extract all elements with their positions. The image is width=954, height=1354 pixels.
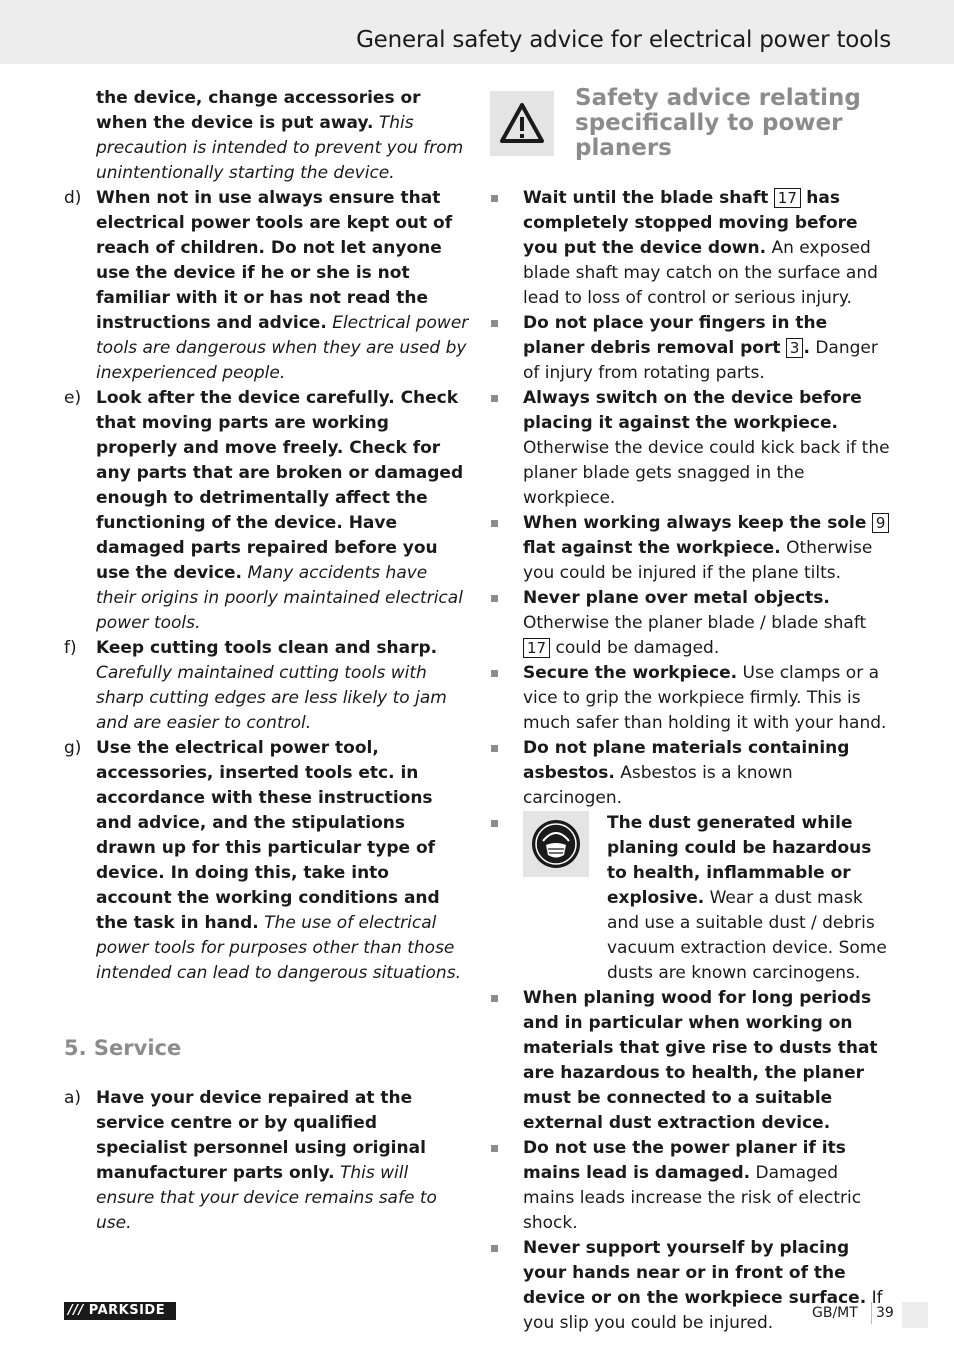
page-tab (902, 1302, 928, 1328)
dust-mask-box (523, 811, 589, 877)
bullet-bold: Do not place your fingers in the planer debris removal port (523, 313, 828, 358)
part-reference: 9 (872, 513, 890, 533)
bullet-bold: . (803, 338, 810, 358)
item-marker: g) (64, 738, 82, 758)
item-italic: Electrical power tools are dangerous when they are used by inexperienced people. (96, 313, 469, 383)
warning-box (490, 91, 554, 156)
bullet-bold: When planing wood for long periods and in particular when working on materials that give rise to dusts that are hazardous to health, the planer must be connected to a suitable external dust extraction device. (523, 988, 878, 1133)
bullet-text: Otherwise the planer blade / blade shaft (523, 613, 867, 633)
bullet-bold: Always switch on the device before placing it against the workpiece. (523, 388, 862, 433)
bullet-text: Wear a dust mask and use a suitable dust / debris vacuum extraction device. Some dusts are known carcinogens. (607, 888, 887, 983)
warning-triangle-icon (490, 91, 554, 156)
item-bold: Use the electrical power tool, accessories, inserted tools etc. in accordance with these instructions and advice, and the stipulations drawn up for this particular type of device. In doing this, take into account the working conditions and the task in hand. (96, 738, 440, 933)
bullet-text: Danger of injury from rotating parts. (523, 338, 878, 383)
logo-text: PARKSIDE (88, 1303, 166, 1318)
bullet-bold: Do not plane materials containing asbestos. (523, 738, 850, 783)
bullet-item (490, 511, 894, 586)
item-bold: When not in use always ensure that electrical power tools are kept out of reach of children. Do not let anyone use the device if he or she is not familiar with it or has not read the instructions and advice. (96, 188, 453, 333)
bullet-item (490, 736, 894, 811)
bullet-item (490, 986, 894, 1136)
item-italic: This will ensure that your device remains safe to use. (96, 1163, 437, 1233)
item-italic: This precaution is intended to prevent you from unintentionally starting the device. (96, 113, 464, 183)
bullet-item (490, 186, 894, 311)
item-marker: d) (64, 188, 82, 208)
dust-mask-icon (523, 811, 589, 877)
list-item (64, 636, 469, 736)
bullet-text: Otherwise the device could kick back if the planer blade gets snagged in the workpiece. (523, 438, 890, 508)
bullet-bold: Never support yourself by placing your hands near or in front of the device or on the workpiece surface. (523, 1238, 867, 1308)
item-italic: The use of electrical power tools for purposes other than those intended can lead to dangerous situations. (96, 913, 461, 983)
bullet-square (491, 520, 498, 527)
bullet-square (491, 1245, 498, 1252)
item-italic: Many accidents have their origins in poorly maintained electrical power tools. (96, 563, 463, 633)
bullet-text: could be damaged. (555, 638, 720, 658)
part-reference: 17 (523, 638, 550, 658)
item-bold: the device, change accessories or when the device is put away. (96, 88, 421, 133)
section-heading-planers: Safety advice relating specifically to power planers (575, 85, 861, 161)
right-column (490, 86, 894, 1336)
bullet-item (490, 1136, 894, 1236)
section-heading-service: 5. Service (64, 1036, 182, 1060)
item-marker: e) (64, 388, 82, 408)
brand-logo (64, 1302, 176, 1320)
item-marker: a) (64, 1088, 82, 1108)
item-bold: Keep cutting tools clean and sharp. (96, 638, 438, 658)
bullet-item (490, 1236, 894, 1336)
left-column (64, 86, 469, 1236)
part-reference: 17 (774, 188, 801, 208)
bullet-square (491, 195, 498, 202)
bullet-square (491, 595, 498, 602)
region-code: GB/MT (812, 1305, 858, 1321)
bullet-bold: Secure the workpiece. (523, 663, 738, 683)
bullet-square (491, 1145, 498, 1152)
bullet-item (490, 811, 894, 986)
bullet-bold: has completely stopped moving before you put the device down. (523, 188, 858, 258)
footer-divider (871, 1302, 872, 1324)
list-item (64, 386, 469, 636)
page-title: General safety advice for electrical power tools (356, 27, 891, 53)
bullet-text: If you slip you could be injured. (523, 1288, 883, 1333)
list-item (64, 1086, 469, 1236)
bullet-bold: When working always keep the sole (523, 513, 867, 533)
bullet-square (491, 820, 498, 827)
bullet-bold: Never plane over metal objects. (523, 588, 830, 608)
bullet-square (491, 320, 498, 327)
bullet-item (490, 386, 894, 511)
bullet-text: Asbestos is a known carcinogen. (523, 763, 793, 808)
bullet-square (491, 995, 498, 1002)
bullet-square (491, 670, 498, 677)
bullet-item (490, 311, 894, 386)
bullet-bold: flat against the workpiece. (523, 538, 781, 558)
item-bold: Have your device repaired at the service centre or by qualified specialist personnel using original manufacturer parts only. (96, 1088, 426, 1183)
item-bold: Look after the device carefully. Check that moving parts are working properly and move freely. Check for any parts that are broken or damaged enough to detrimentally affect the functioning of the device. Have damaged parts repaired before you use the device. (96, 388, 464, 583)
bullet-bold: The dust generated while planing could be hazardous to health, inflammable or explosive. (607, 813, 872, 908)
bullet-bold: Wait until the blade shaft (523, 188, 769, 208)
page-number: 39 (876, 1305, 894, 1321)
list-item (64, 186, 469, 386)
bullet-square (491, 745, 498, 752)
list-item (64, 736, 469, 986)
bullet-text: Use clamps or a vice to grip the workpiece firmly. This is much safer than holding it with your hand. (523, 663, 887, 733)
bullet-text: Otherwise you could be injured if the plane tilts. (523, 538, 873, 583)
safety-heading-block (490, 86, 894, 186)
bullet-text: An exposed blade shaft may catch on the surface and lead to loss of control or serious injury. (523, 238, 878, 308)
bullet-bold: Do not use the power planer if its mains lead is damaged. (523, 1138, 846, 1183)
part-reference: 3 (786, 338, 804, 358)
item-italic: Carefully maintained cutting tools with sharp cutting edges are less likely to jam and are easier to control. (96, 663, 447, 733)
bullet-text: Damaged mains leads increase the risk of electric shock. (523, 1163, 862, 1233)
bullet-item (490, 661, 894, 736)
item-marker: f) (64, 638, 77, 658)
bullet-square (491, 395, 498, 402)
list-item (64, 86, 469, 186)
bullet-item (490, 586, 894, 661)
logo-slashes: /// (68, 1303, 84, 1318)
